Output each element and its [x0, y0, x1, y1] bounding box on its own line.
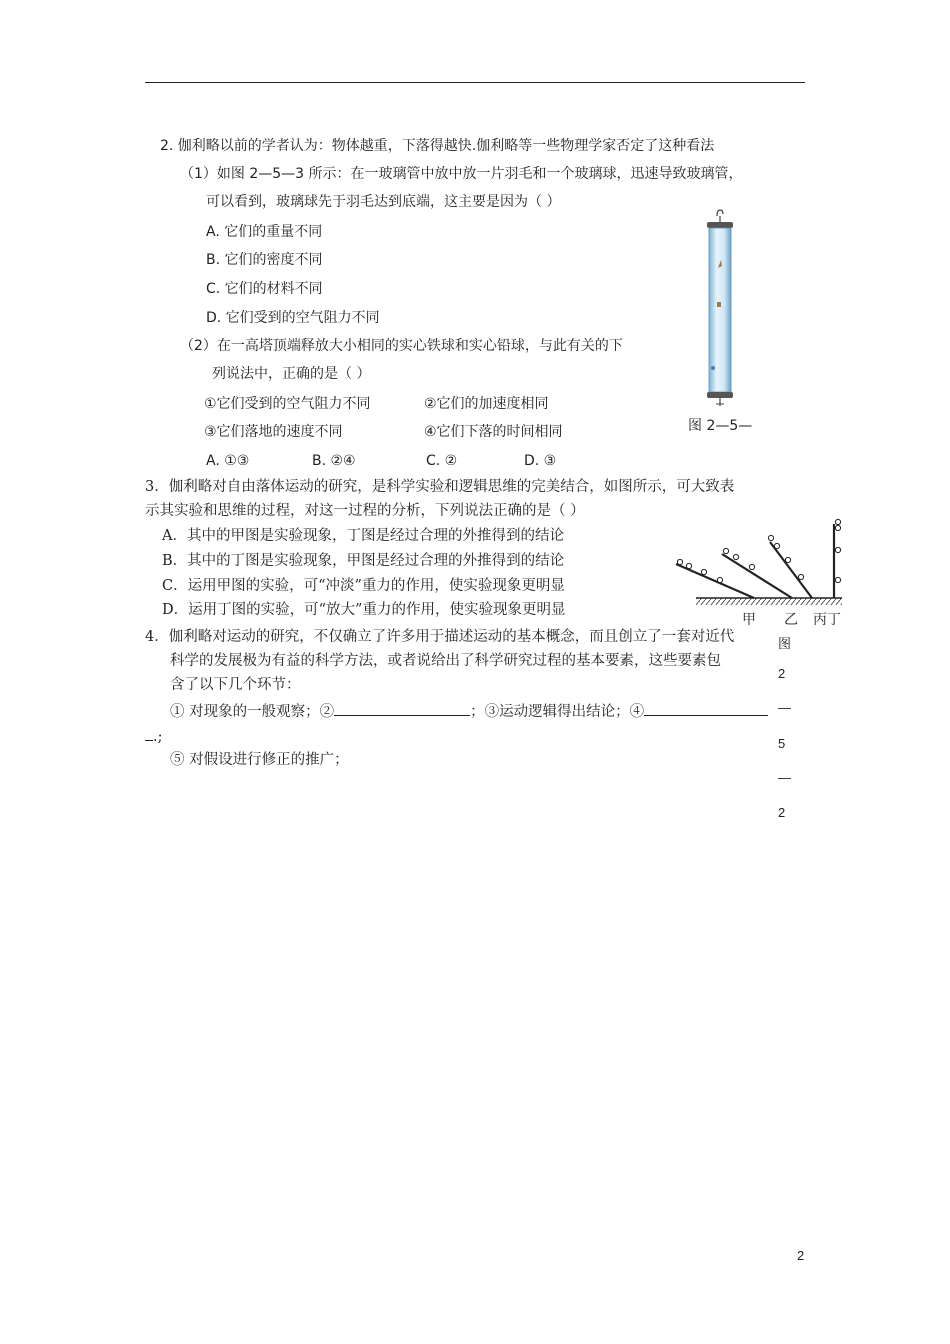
q3-caption-char-5: — [778, 770, 791, 785]
q2-part1-option-c: C. 它们的材料不同 [206, 281, 323, 297]
q2-statement-4: ④它们下落的时间相同 [424, 424, 563, 440]
q2-choice-c: C. ② [426, 453, 458, 469]
q2-part1-line2: 可以看到，玻璃球先于羽毛达到底端，这主要是因为（ ） [206, 194, 561, 210]
q4-blank-4[interactable] [644, 701, 768, 716]
q4-blank-4-continuation [145, 726, 163, 747]
q2-part2-line1: （2）在一高塔顶端释放大小相同的实心铁球和实心铅球，与此有关的下 [180, 338, 623, 354]
q2-statement-3: ③它们落地的速度不同 [204, 424, 343, 440]
q3-stem-line2: 示其实验和思维的过程，对这一过程的分析，下列说法正确的是（ ） [145, 503, 585, 519]
q4-stem-line2: 科学的发展极为有益的科学方法，或者说给出了科学研究过程的基本要素，这些要素包 [170, 653, 721, 669]
q3-caption-char-4: 5 [778, 736, 786, 751]
q3-stem-line1: 3．伽利略对自由落体运动的研究，是科学实验和逻辑思维的完美结合，如图所示，可大致表 [145, 479, 735, 495]
q2-figure-caption: 图 2—5— [688, 418, 753, 434]
q4-stem-line1: 4．伽利略对运动的研究，不仅确立了许多用于描述运动的基本概念，而且创立了一套对近代 [145, 629, 735, 645]
q2-part1-option-a: A. 它们的重量不同 [206, 224, 323, 240]
glass-tube-figure [690, 208, 750, 412]
q4-blank-4-tail[interactable] [145, 726, 153, 741]
q2-choice-a: A. ①③ [206, 453, 250, 469]
fig-label-yi: 乙 [784, 612, 798, 628]
q2-choice-b: B. ②④ [312, 453, 356, 469]
q3-caption-char-3: — [778, 700, 791, 715]
q2-part1-option-d: D. 它们受到的空气阻力不同 [206, 310, 380, 326]
q3-option-d: D．运用丁图的实验，可“放大”重力的作用，使实验现象更明显 [162, 602, 566, 618]
q2-statement-2: ②它们的加速度相同 [424, 396, 549, 412]
q3-caption-char-2: 2 [778, 666, 786, 681]
page-number: 2 [797, 1248, 805, 1263]
fig-label-jia: 甲 [742, 612, 756, 628]
q3-option-a: A．其中的甲图是实验现象，丁图是经过合理的外推得到的结论 [162, 528, 564, 544]
q2-part2-line2: 列说法中，正确的是（ ） [212, 366, 371, 382]
q3-option-b: B．其中的丁图是实验现象，甲图是经过合理的外推得到的结论 [162, 553, 565, 569]
q4-stem-line3: 含了以下几个环节： [170, 677, 301, 693]
fig-label-bing-ding: 丙丁 [813, 612, 841, 628]
q2-choice-d: D. ③ [524, 453, 557, 469]
header-rule [145, 82, 805, 83]
q2-part1-option-b: B. 它们的密度不同 [206, 252, 323, 268]
q4-step4-tail: .; [153, 729, 163, 745]
inclined-plane-figure [670, 516, 850, 608]
q3-option-c: C．运用甲图的实验，可“冲淡”重力的作用，使实验现象更明显 [162, 578, 565, 594]
q4-step1-text: ① 对现象的一般观察；② [170, 704, 335, 720]
q3-caption-char-1: 图 [778, 636, 792, 651]
q2-part1-line1: （1）如图 2—5—3 所示：在一玻璃管中放中放一片羽毛和一个玻璃球，迅速导致玻璃管， [180, 166, 743, 182]
q2-stem: 2. 伽利略以前的学者认为：物体越重，下落得越快.伽利略等一些物理学家否定了这种看法 [160, 138, 715, 154]
q2-statement-1: ①它们受到的空气阻力不同 [204, 396, 371, 412]
q4-blank-2[interactable] [334, 701, 470, 716]
q4-step3-text: ；③运动逻辑得出结论；④ [470, 704, 645, 720]
q4-step5: ⑤ 对假设进行修正的推广； [170, 752, 349, 768]
q3-caption-char-6: 2 [778, 805, 786, 820]
q4-steps-line [170, 701, 768, 722]
